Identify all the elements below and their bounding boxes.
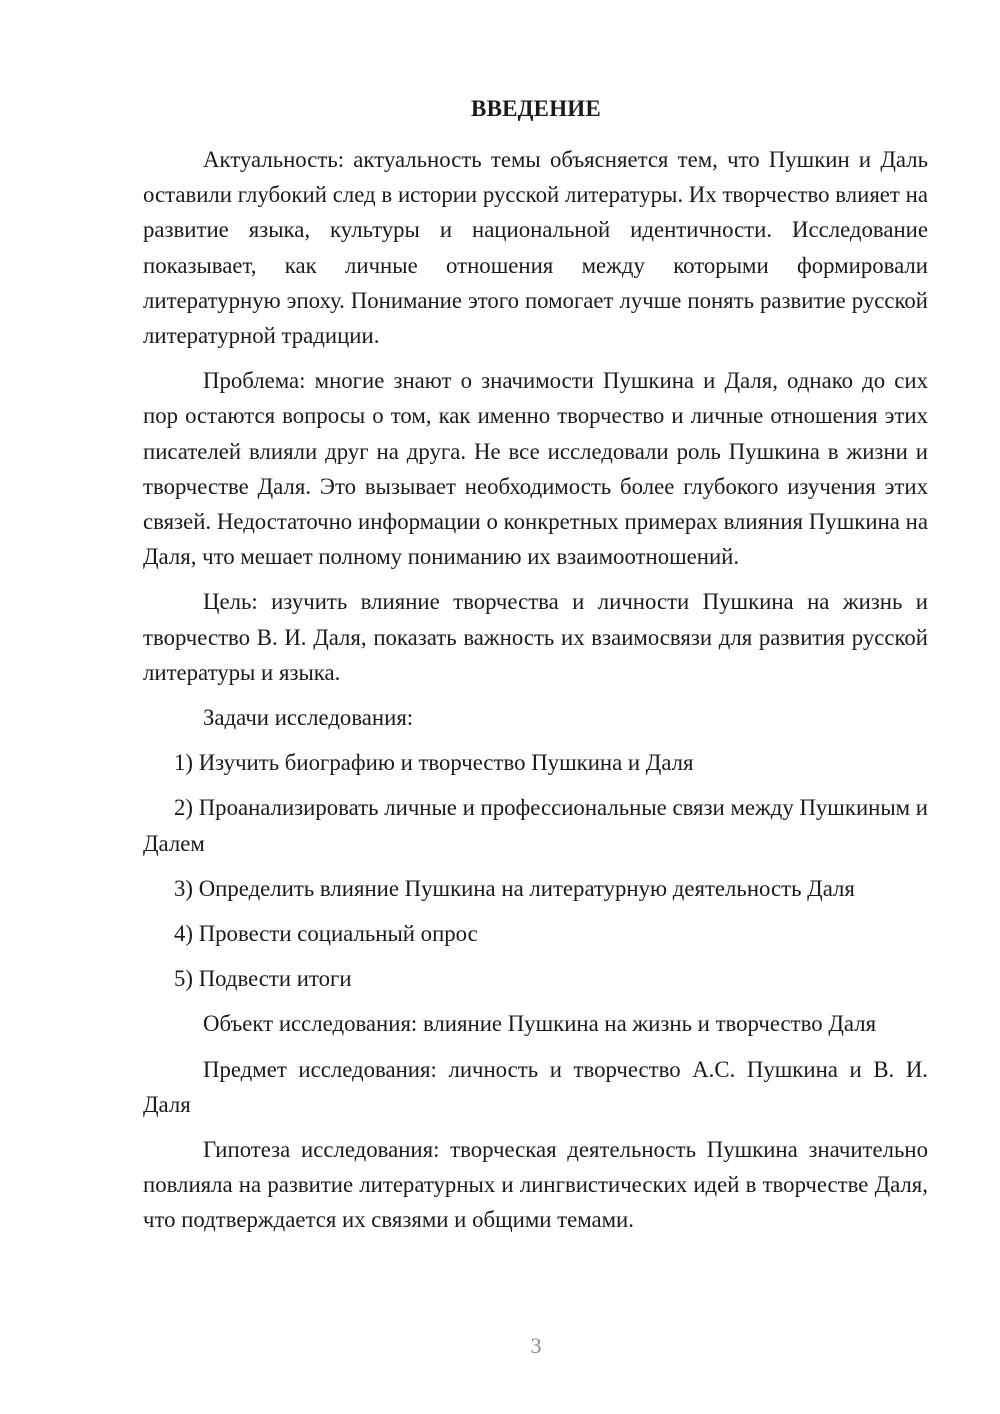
paragraph-hypothesis: Гипотеза исследования: творческая деятельность Пушкина значительно повлияла на развитие литературных и лингвистических идей в творчестве Даля, что подтверждается их связями и общими темами.: [143, 1137, 928, 1233]
task-item: 1) Изучить биографию и творчество Пушкина и Даля: [174, 750, 694, 776]
task-item: 5) Подвести итоги: [174, 966, 352, 992]
paragraph-relevance: Актуальность: актуальность темы объясняется тем, что Пушкин и Даль оставили глубокий след в истории русской литературы. Их творчество влияет на развитие языка, культуры и национальной идентичности. Исследование показывает, как личные отношения между которыми формировали литературную эпоху. Понимание этого помогает лучше понять развитие русской литературной традиции.: [143, 147, 928, 349]
document-body: [143, 142, 928, 1248]
paragraph-tasks-intro: Задачи исследования:: [203, 705, 414, 731]
paragraph-problem: Проблема: многие знают о значимости Пушкина и Даля, однако до сих пор остаются вопросы о том, как именно творчество и личные отношения этих писателей влияли друг на друга. Не все исследовали роль Пушкина в жизни и творчестве Даля. Это вызывает необходимость более глубокого изучения этих связей. Недостаточно информации о конкретных примерах влияния Пушкина на Даля, что мешает полному пониманию их взаимоотношений.: [143, 368, 928, 570]
page-number: 3: [530, 1333, 542, 1358]
task-item: 2) Проанализировать личные и профессиональные связи между Пушкиным и Далем: [143, 795, 928, 856]
task-item: 4) Провести социальный опрос: [174, 921, 478, 947]
section-heading: ВВЕДЕНИЕ: [471, 96, 601, 121]
paragraph-subject: Предмет исследования: личность и творчество А.С. Пушкина и В. И. Даля: [143, 1056, 928, 1117]
paragraph-object: Объект исследования: влияние Пушкина на жизнь и творчество Даля: [203, 1011, 877, 1037]
paragraph-goal: Цель: изучить влияние творчества и личности Пушкина на жизнь и творчество В. И. Даля, показать важность их взаимосвязи для развития русской литературы и языка.: [143, 589, 928, 685]
task-item: 3) Определить влияние Пушкина на литературную деятельность Даля: [174, 875, 855, 901]
